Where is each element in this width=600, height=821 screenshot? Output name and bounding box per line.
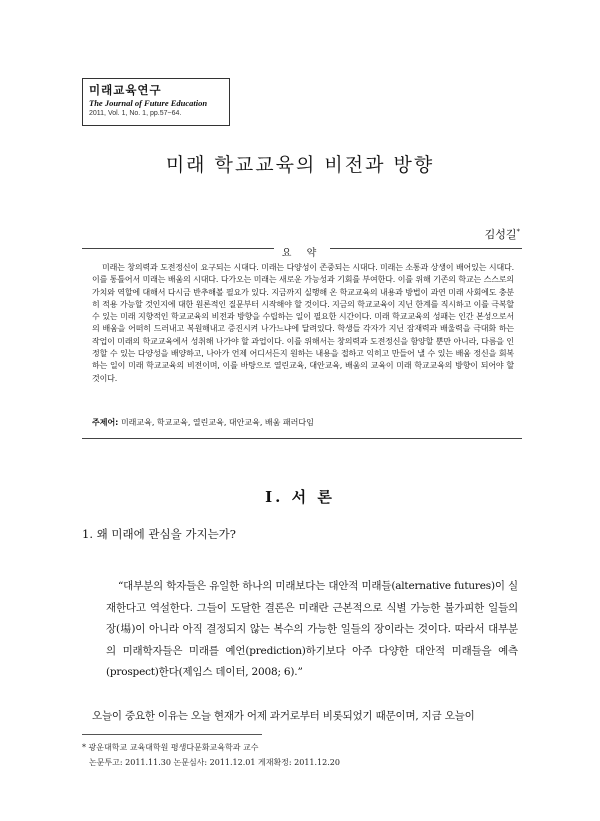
abstract-label: 요 약 bbox=[274, 244, 331, 259]
journal-volume-info: 2011, Vol. 1, No. 1, pp.57~64. bbox=[89, 110, 182, 117]
author-footnote-mark: * bbox=[516, 227, 520, 236]
keywords-label: 주제어: bbox=[92, 418, 119, 427]
section-heading: I. 서 론 bbox=[265, 488, 335, 506]
journal-header-box bbox=[82, 78, 230, 126]
footnote bbox=[82, 740, 340, 770]
journal-name-english: The Journal of Future Education bbox=[89, 98, 208, 108]
subsection-heading: 1. 왜 미래에 관심을 가지는가? bbox=[82, 527, 236, 541]
paper-title: 미래 학교교육의 비전과 방향 bbox=[165, 154, 435, 176]
footnote-dates: 논문투고: 2011.11.30 논문심사: 2011.12.01 게재확정: 2011.12.20 bbox=[89, 758, 340, 767]
keywords bbox=[92, 417, 314, 428]
journal-name-korean: 미래교육연구 bbox=[89, 83, 162, 97]
keywords-list: 미래교육, 학교교육, 열린교육, 대안교육, 배움 패러다임 bbox=[120, 418, 314, 427]
block-quote: “대부분의 학자들은 유일한 하나의 미래보다는 대안적 미래들(alternative futures)이 실재한다고 역설한다. 그들이 도달한 결론은 미래란 근본적으로 식별 가능한 불가피한 일들의 장(場)이 아니라 아직 결정되지 않는 복수의 가능한 일들의 장이라는 것이다. 따라서 대부분의 미래학자들은 미래를 예언(prediction)하기보다 아주 다양한 대안적 미래들을 예측(prospect)한다(제임스 데이터, 2008; 6).” bbox=[106, 580, 518, 678]
abstract-text: 미래는 창의력과 도전정신이 요구되는 시대다. 미래는 다양성이 존중되는 시대다. 미래는 소통과 상생이 배어있는 시대다. 이를 통틀어서 미래는 배움의 시대다. 다가오는 미래는 새로운 가능성과 기회를 부여한다. 이를 위해 기존의 학교는 스스로의 가치와 역할에 대해서 다시금 반추해볼 필요가 있다. 지금까지 실행해 온 학교교육의 내용과 방법이 과연 미래 사회에도 충분히 적용 가능할 것인지에 대한 원론적인 질문부터 시작해야 할 것이다. 지금의 학교교육이 지닌 한계를 직시하고 이를 극복할 수 있는 미래 지향적인 학교교육의 비전과 방향을 수립하는 일이 필요한 시간이다. 미래 학교교육의 성패는 인간 본성으로서의 배움을 어떠히 드러내고 복원해내고 증진시켜 나가느냐에 달려있다. 학생들 각자가 지닌 잠재력과 배울력을 극대화 하는 작업이 미래의 학교교육에서 성취해 나가야 할 과업이다. 이를 위해서는 창의력과 도전정신을 함양할 뿐만 아니라, 다름을 인정할 수 있는 다양성을 배양하고, 나아가 언제 어디서든지 원하는 내용을 접하고 익히고 만들어 낼 수 있는 배움 정신을 회복하는 일이 미래 학교교육의 비전이며, 이를 바탕으로 열린교육, 대안교육, 배움의 교육이 미래 학교교육의 방향이 되어야 할 것이다. bbox=[92, 263, 514, 383]
footnote-affiliation: * 광운대학교 교육대학원 평생다문화교육학과 교수 bbox=[82, 743, 259, 752]
footnote-rule bbox=[82, 734, 262, 735]
body-paragraph: 오늘이 중요한 이유는 오늘 현재가 어제 과거로부터 비롯되었기 때문이며, 지금 오늘이 bbox=[92, 710, 475, 722]
author-name-text: 김성길 bbox=[484, 228, 517, 241]
abstract-label-wrap bbox=[82, 241, 522, 260]
abstract-bottom-rule bbox=[82, 438, 522, 439]
author-name bbox=[485, 226, 520, 242]
